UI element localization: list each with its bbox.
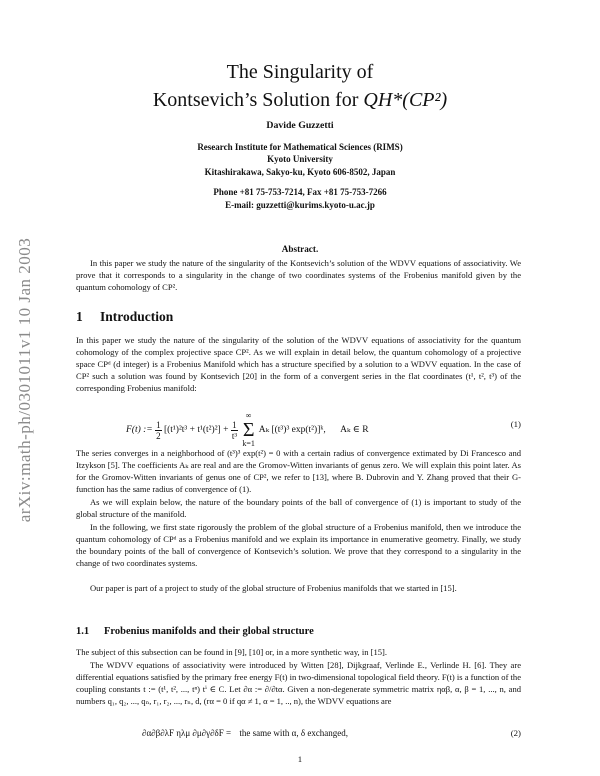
subsection-paragraph-1: The subject of this subsection can be found in [9], [10] or, in a more synthetic way, in [15].	[76, 647, 387, 657]
arxiv-identifier: arXiv:math-ph/0301011v1 10 Jan 2003	[15, 237, 34, 523]
section-1-1-title: Frobenius manifolds and their global structure	[104, 626, 314, 637]
abstract-heading: Abstract.	[281, 244, 319, 254]
eq2-number: (2)	[510, 728, 521, 738]
paper-title-line1: The Singularity of	[226, 61, 374, 83]
eq1-sum-top: ∞	[245, 411, 252, 420]
eq1-inv-den: t³	[231, 430, 238, 441]
section-1-1-heading	[76, 626, 314, 637]
eq2-rhs: the same with α, δ exchanged,	[239, 728, 349, 738]
eq1-summation	[242, 411, 255, 449]
equation-1	[76, 409, 521, 448]
eq1-half-den: 2	[156, 430, 161, 441]
section-1-1-number: 1.1	[76, 626, 90, 637]
eq1-number: (1)	[510, 419, 521, 429]
eq1-inverse-fraction	[231, 420, 238, 441]
intro-paragraph-3: As we will explain below, the nature of the boundary points of the ball of convergence of (1) is important to study of the global structure of the manifold.	[76, 497, 521, 520]
eq1-inv-num: 1	[232, 419, 237, 430]
abstract-text: In this paper we study the nature of the singularity of the Kontsevich’s solution of the WDVV equations of associativity. We prove that it corresponds to a singularity in the change of two coordinates systems of the Frobenius manifold given by the quantum cohomology of CP².	[76, 258, 521, 293]
eq1-sum-symbol: Σ	[242, 419, 255, 441]
eq1-sum-bottom: k=1	[242, 439, 255, 448]
eq1-half-fraction	[155, 420, 162, 441]
intro-paragraph-2: The series converges in a neighborhood of (t³)³ exp(t²) = 0 with a certain radius of convergence extimated by Di Francesco and Itzykson [5]. The coefficients Aₖ are real and are the Gromov-Witten invariants of genus zero. We will explain this point later. As for the Gromov-Witten invariants of genus one of CP², we refer to [13], where B. Dubrovin and Y. Zhang proved that their G-function has the same radius of convergence of (1).	[76, 448, 521, 495]
eq1-condition: Aₖ ∈ R	[340, 425, 369, 436]
affiliation-line2: Kyoto University	[267, 154, 333, 165]
intro-paragraph-1: In this paper we study the nature of the singularity of the solution of the WDVV equations of associativity for the quantum cohomology of the complex projective space CP². As we will explain in detail below, the quantum cohomology of a projective space CPᵈ (d integer) is a Frobenius Manifold which has a structure specified by a solution to a WDVV equation. In the case of CP² such a solution was found by Kontsevich [20] in the form of a convergent series in the flat coordinates (t¹, t², t³) of the corresponding Frobenius manifold:	[76, 335, 521, 394]
eq2-lhs: ∂α∂β∂λF ηλμ ∂μ∂γ∂δF =	[142, 728, 232, 738]
arxiv-identifier-sidebar	[10, 200, 40, 560]
paper-title-math: QH*(CP²)	[363, 89, 448, 111]
eq1-bracket: [(t¹)²t³ + t¹(t²)²] +	[163, 425, 231, 436]
equation-2	[76, 728, 521, 742]
eq1-half-num: 1	[156, 419, 161, 430]
affiliation-line3: Kitashirakawa, Sakyo-ku, Kyoto 606-8502, Japan	[204, 166, 396, 177]
eq1-term: Aₖ [(t³)³ exp(t²)]ᵏ,	[258, 425, 326, 436]
section-1-number: 1	[76, 309, 83, 324]
section-1-heading	[76, 309, 173, 325]
paper-title-text: Kontsevich’s Solution for	[152, 89, 364, 111]
intro-paragraph-4: In the following, we first state rigorously the problem of the global structure of a Frobenius manifold, then we introduce the quantum cohomology of CPᵈ as a Frobenius manifold and we explain its importance in enumerative geometry. Finally, we study the boundary points of the ball of convergence of Kontsevich’s solution. We prove that they correspond to a singularity in the change of two coordinates systems.	[76, 522, 521, 569]
eq1-lhs: F(t) :=	[126, 425, 156, 436]
section-1-title: Introduction	[100, 309, 174, 324]
page-number: 1	[297, 754, 303, 764]
paper-title-line2	[0, 88, 600, 112]
affiliation-line1: Research Institute for Mathematical Sciences (RIMS)	[197, 142, 403, 152]
subsection-paragraph-2: The WDVV equations of associativity were introduced by Witten [28], Dijkgraaf, Verlinde E., Verlinde H. [6]. They are differential equations satisfied by the primary free energy F(t) in two-dimensional topological field theory. F(t) is a function of the coupling constants t := (t¹, t², ..., tⁿ) tⁱ ∈ C. Let ∂α := ∂/∂tα. Given a non-degenerate symmetric matrix ηαβ, α, β = 1, ..., n, and numbers q₁, q₂, ..., qₙ, r₁, r₂, ..., rₙ, d, (rα = 0 if qα ≠ 1, α = 1, .., n), the WDVV equations are	[76, 660, 521, 707]
affiliation-email: E-mail: guzzetti@kurims.kyoto-u.ac.jp	[225, 199, 375, 210]
affiliation-phone: Phone +81 75-753-7214, Fax +81 75-753-7266	[213, 187, 387, 198]
intro-paragraph-5: Our paper is part of a project to study of the global structure of Frobenius manifolds that we started in [15].	[90, 583, 457, 593]
author-name: Davide Guzzetti	[266, 120, 334, 131]
affiliation-block	[0, 141, 600, 211]
